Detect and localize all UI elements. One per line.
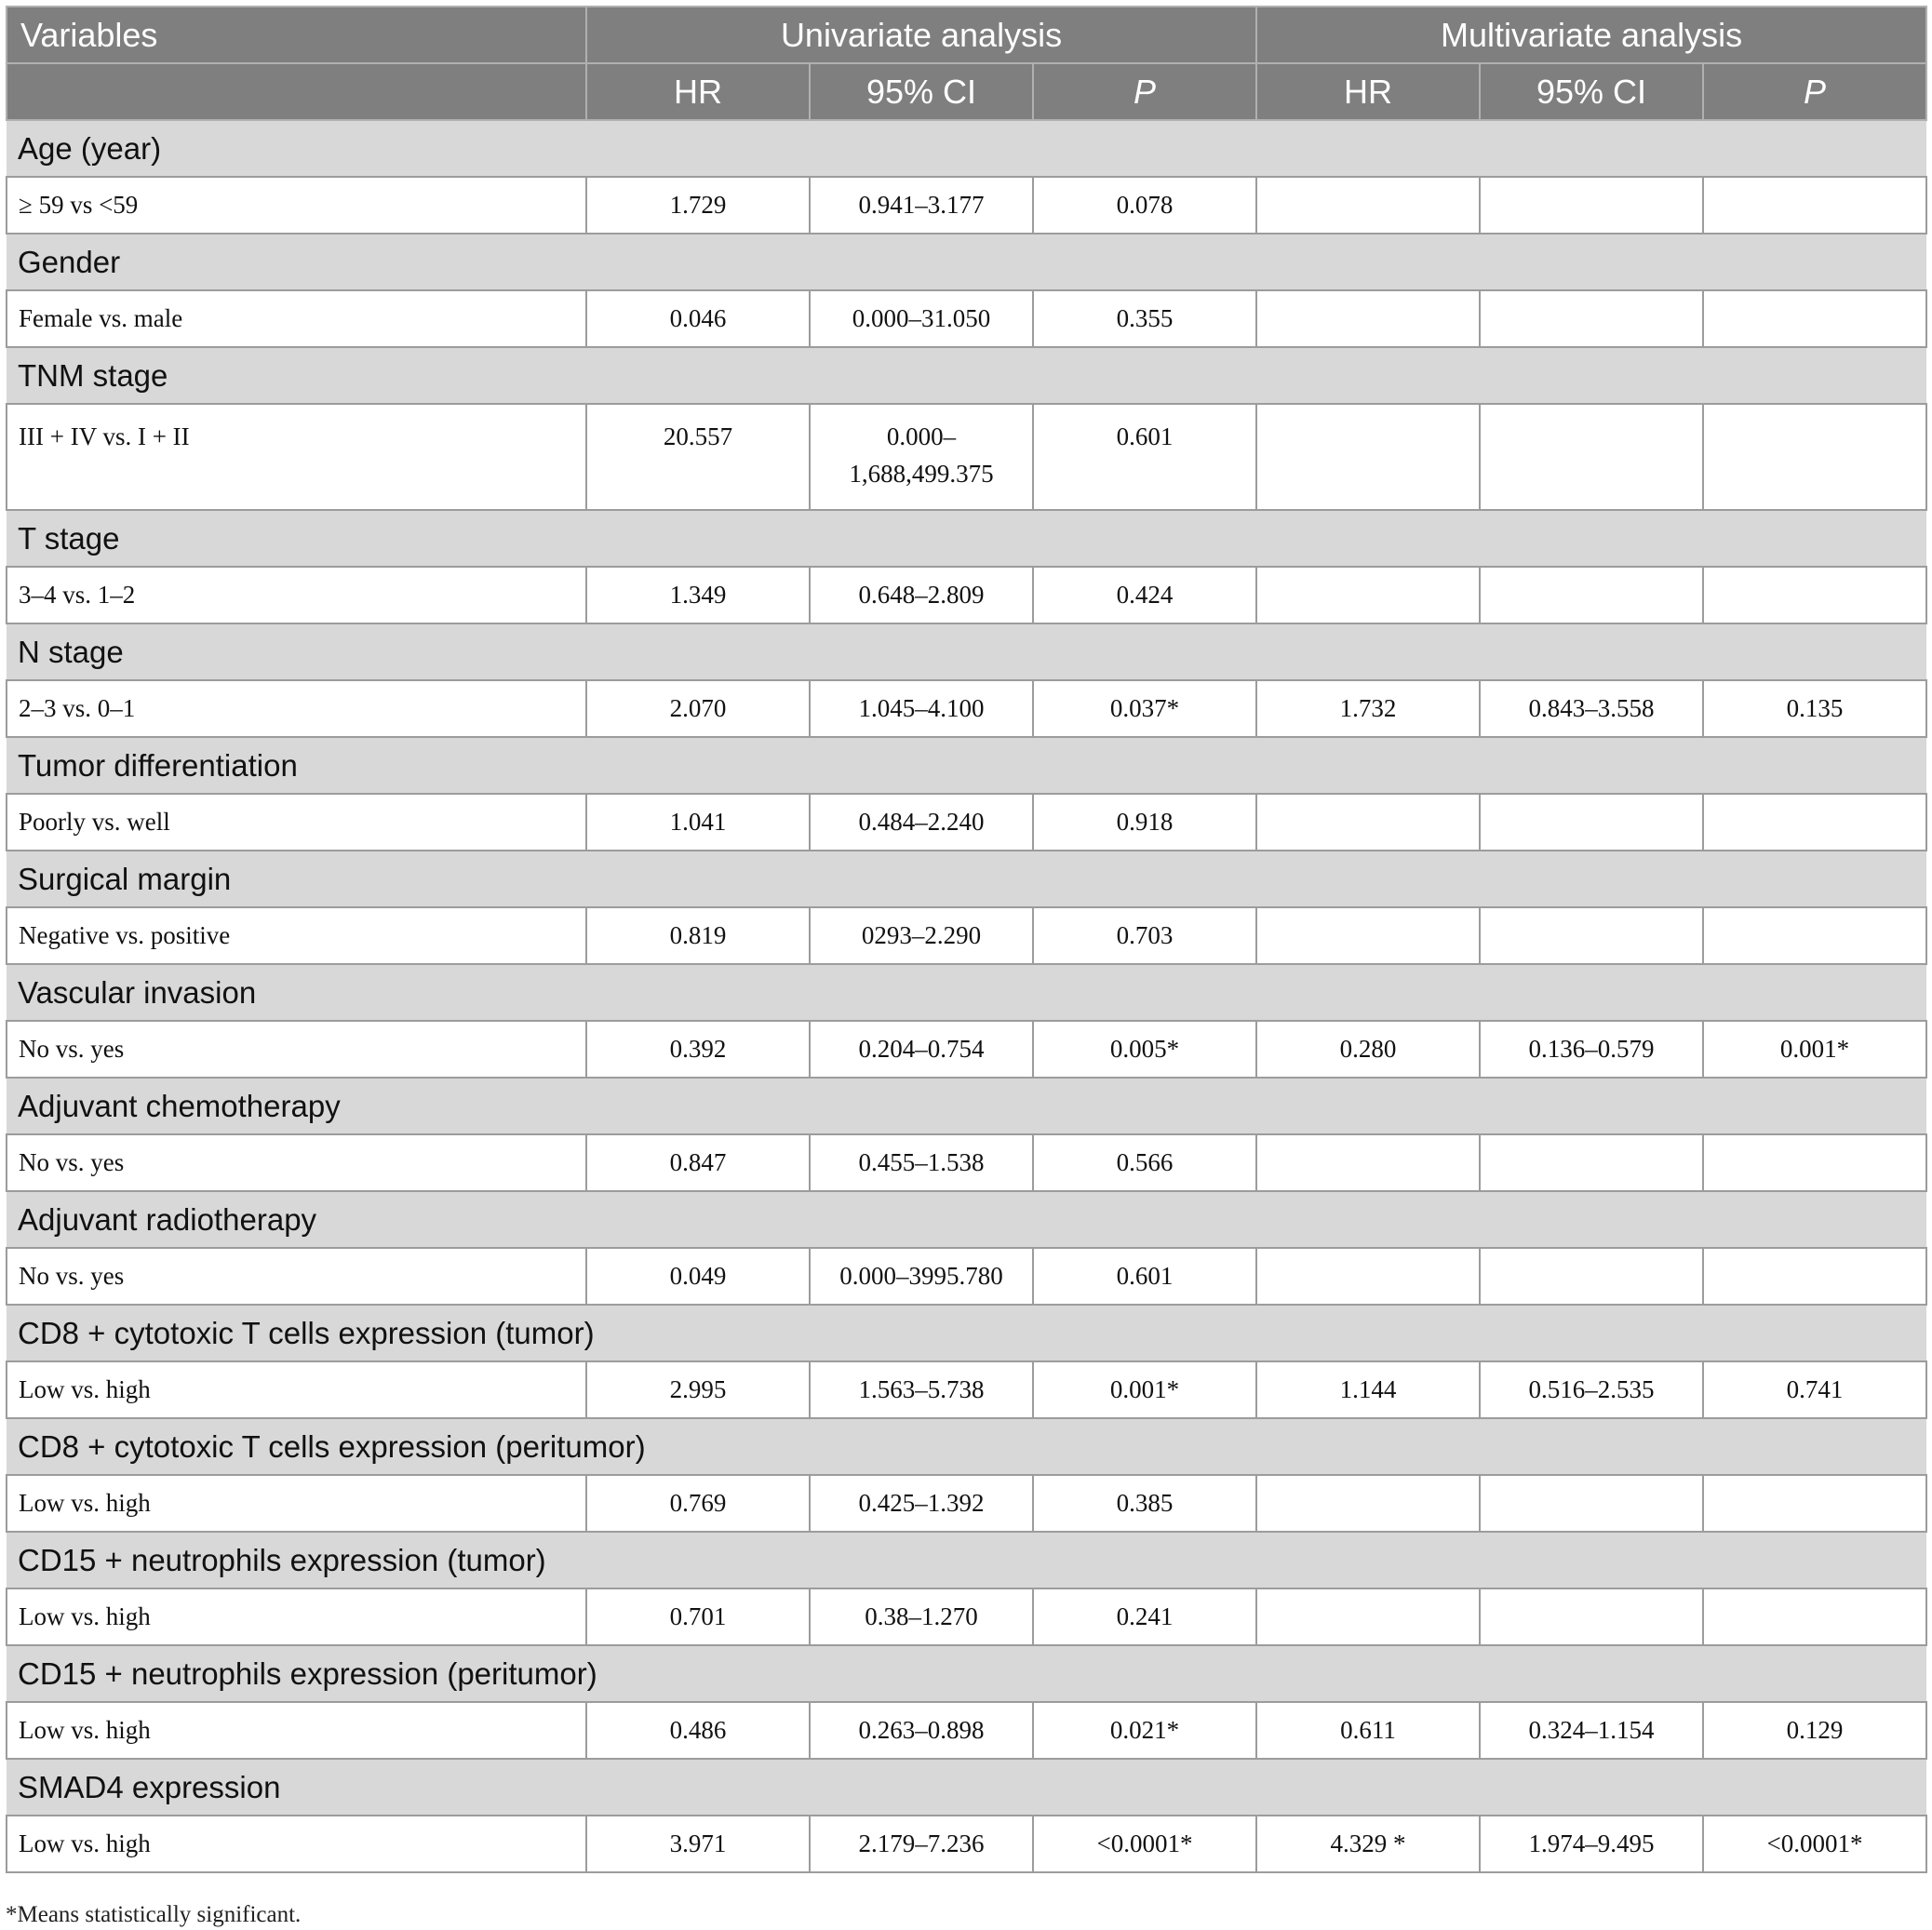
multivariate-hr: 1.732 <box>1256 680 1480 737</box>
group-label: Age (year) <box>7 120 1926 177</box>
row-label: ≥ 59 vs <59 <box>7 177 586 234</box>
header-multivariate: Multivariate analysis <box>1256 7 1926 63</box>
univariate-hr: 0.701 <box>586 1588 810 1645</box>
univariate-p: 0.601 <box>1033 1248 1256 1305</box>
multivariate-ci <box>1480 404 1703 510</box>
group-label: Gender <box>7 234 1926 290</box>
univariate-p: 0.005* <box>1033 1021 1256 1078</box>
multivariate-p <box>1703 794 1926 851</box>
row-label: 2–3 vs. 0–1 <box>7 680 586 737</box>
group-row <box>7 623 1926 680</box>
table-row <box>7 404 1926 510</box>
multivariate-ci <box>1480 907 1703 964</box>
table-row <box>7 567 1926 623</box>
cox-regression-table <box>6 6 1927 1873</box>
row-label: Female vs. male <box>7 290 586 347</box>
univariate-hr: 1.349 <box>586 567 810 623</box>
row-label: III + IV vs. I + II <box>7 404 586 510</box>
multivariate-ci <box>1480 1475 1703 1532</box>
univariate-hr: 0.392 <box>586 1021 810 1078</box>
univariate-ci: 0.000–31.050 <box>810 290 1033 347</box>
group-label: CD8 + cytotoxic T cells expression (peritumor) <box>7 1418 1926 1475</box>
group-row <box>7 851 1926 907</box>
univariate-ci: 0.000– 1,688,499.375 <box>810 404 1033 510</box>
univariate-hr: 3.971 <box>586 1816 810 1872</box>
univariate-p: 0.601 <box>1033 404 1256 510</box>
multivariate-p <box>1703 177 1926 234</box>
univariate-hr: 2.995 <box>586 1361 810 1418</box>
multivariate-p <box>1703 1248 1926 1305</box>
univariate-p: 0.385 <box>1033 1475 1256 1532</box>
multivariate-p <box>1703 404 1926 510</box>
multivariate-hr <box>1256 1248 1480 1305</box>
table-row <box>7 1702 1926 1759</box>
multivariate-p: 0.741 <box>1703 1361 1926 1418</box>
multivariate-hr <box>1256 290 1480 347</box>
header-univariate-ci: 95% CI <box>810 63 1033 120</box>
multivariate-p: 0.135 <box>1703 680 1926 737</box>
group-row <box>7 1418 1926 1475</box>
univariate-p: 0.918 <box>1033 794 1256 851</box>
group-row <box>7 120 1926 177</box>
header-blank <box>7 63 586 120</box>
table-row <box>7 1361 1926 1418</box>
univariate-hr: 20.557 <box>586 404 810 510</box>
group-row <box>7 1532 1926 1588</box>
multivariate-hr <box>1256 794 1480 851</box>
multivariate-ci: 0.516–2.535 <box>1480 1361 1703 1418</box>
group-label: Tumor differentiation <box>7 737 1926 794</box>
header-row-2 <box>7 63 1926 120</box>
multivariate-p <box>1703 1134 1926 1191</box>
multivariate-ci: 0.843–3.558 <box>1480 680 1703 737</box>
row-label: No vs. yes <box>7 1134 586 1191</box>
univariate-p: 0.424 <box>1033 567 1256 623</box>
group-label: CD15 + neutrophils expression (tumor) <box>7 1532 1926 1588</box>
multivariate-ci <box>1480 1588 1703 1645</box>
multivariate-ci <box>1480 290 1703 347</box>
table-row <box>7 1475 1926 1532</box>
table-row <box>7 177 1926 234</box>
group-label: Surgical margin <box>7 851 1926 907</box>
multivariate-ci <box>1480 1134 1703 1191</box>
multivariate-p <box>1703 290 1926 347</box>
univariate-hr: 0.847 <box>586 1134 810 1191</box>
multivariate-hr <box>1256 1588 1480 1645</box>
multivariate-p: 0.129 <box>1703 1702 1926 1759</box>
univariate-hr: 0.486 <box>586 1702 810 1759</box>
multivariate-hr <box>1256 177 1480 234</box>
header-multivariate-p: P <box>1703 63 1926 120</box>
header-univariate-p: P <box>1033 63 1256 120</box>
row-label: Poorly vs. well <box>7 794 586 851</box>
header-variables: Variables <box>7 7 586 63</box>
row-label: No vs. yes <box>7 1021 586 1078</box>
multivariate-hr <box>1256 907 1480 964</box>
multivariate-p: 0.001* <box>1703 1021 1926 1078</box>
univariate-p: 0.021* <box>1033 1702 1256 1759</box>
univariate-hr: 0.819 <box>586 907 810 964</box>
univariate-p: 0.703 <box>1033 907 1256 964</box>
univariate-hr: 2.070 <box>586 680 810 737</box>
group-row <box>7 234 1926 290</box>
row-label: 3–4 vs. 1–2 <box>7 567 586 623</box>
univariate-hr: 0.049 <box>586 1248 810 1305</box>
multivariate-p <box>1703 907 1926 964</box>
header-multivariate-hr: HR <box>1256 63 1480 120</box>
univariate-ci: 0.204–0.754 <box>810 1021 1033 1078</box>
group-row <box>7 737 1926 794</box>
header-multivariate-ci: 95% CI <box>1480 63 1703 120</box>
group-label: Adjuvant chemotherapy <box>7 1078 1926 1134</box>
univariate-ci: 0293–2.290 <box>810 907 1033 964</box>
group-row <box>7 1078 1926 1134</box>
univariate-p: 0.241 <box>1033 1588 1256 1645</box>
table-row <box>7 1816 1926 1872</box>
univariate-ci: 0.941–3.177 <box>810 177 1033 234</box>
univariate-ci: 0.000–3995.780 <box>810 1248 1033 1305</box>
group-label: T stage <box>7 510 1926 567</box>
univariate-ci: 1.563–5.738 <box>810 1361 1033 1418</box>
header-univariate-hr: HR <box>586 63 810 120</box>
header-row-1 <box>7 7 1926 63</box>
univariate-p: 0.001* <box>1033 1361 1256 1418</box>
group-label: Vascular invasion <box>7 964 1926 1021</box>
group-label: Adjuvant radiotherapy <box>7 1191 1926 1248</box>
row-label: Negative vs. positive <box>7 907 586 964</box>
multivariate-hr: 0.611 <box>1256 1702 1480 1759</box>
table-row <box>7 1021 1926 1078</box>
group-row <box>7 1645 1926 1702</box>
results-table-container <box>6 6 1925 1873</box>
multivariate-p <box>1703 1475 1926 1532</box>
group-row <box>7 1191 1926 1248</box>
univariate-hr: 1.729 <box>586 177 810 234</box>
multivariate-ci: 0.136–0.579 <box>1480 1021 1703 1078</box>
univariate-ci: 2.179–7.236 <box>810 1816 1033 1872</box>
table-row <box>7 1248 1926 1305</box>
row-label: Low vs. high <box>7 1475 586 1532</box>
footnote: *Means statistically significant. <box>6 1902 302 1927</box>
univariate-hr: 0.046 <box>586 290 810 347</box>
multivariate-p <box>1703 1588 1926 1645</box>
group-label: N stage <box>7 623 1926 680</box>
table-row <box>7 907 1926 964</box>
row-label: Low vs. high <box>7 1588 586 1645</box>
group-label: TNM stage <box>7 347 1926 404</box>
univariate-p: 0.037* <box>1033 680 1256 737</box>
group-label: SMAD4 expression <box>7 1759 1926 1816</box>
univariate-hr: 0.769 <box>586 1475 810 1532</box>
multivariate-ci <box>1480 1248 1703 1305</box>
table-row <box>7 1134 1926 1191</box>
univariate-ci: 0.425–1.392 <box>810 1475 1033 1532</box>
group-row <box>7 347 1926 404</box>
univariate-p: 0.566 <box>1033 1134 1256 1191</box>
table-row <box>7 680 1926 737</box>
univariate-hr: 1.041 <box>586 794 810 851</box>
multivariate-hr <box>1256 404 1480 510</box>
group-row <box>7 1759 1926 1816</box>
univariate-ci: 0.648–2.809 <box>810 567 1033 623</box>
univariate-ci: 1.045–4.100 <box>810 680 1033 737</box>
table-row <box>7 290 1926 347</box>
univariate-ci: 0.455–1.538 <box>810 1134 1033 1191</box>
multivariate-hr <box>1256 1134 1480 1191</box>
table-body <box>7 120 1926 1872</box>
univariate-p: 0.078 <box>1033 177 1256 234</box>
multivariate-ci <box>1480 567 1703 623</box>
multivariate-hr: 1.144 <box>1256 1361 1480 1418</box>
row-label: Low vs. high <box>7 1361 586 1418</box>
group-row <box>7 510 1926 567</box>
multivariate-ci <box>1480 177 1703 234</box>
header-univariate: Univariate analysis <box>586 7 1256 63</box>
group-row <box>7 1305 1926 1361</box>
multivariate-ci: 1.974–9.495 <box>1480 1816 1703 1872</box>
multivariate-p: <0.0001* <box>1703 1816 1926 1872</box>
multivariate-ci: 0.324–1.154 <box>1480 1702 1703 1759</box>
multivariate-p <box>1703 567 1926 623</box>
univariate-ci: 0.263–0.898 <box>810 1702 1033 1759</box>
row-label: Low vs. high <box>7 1816 586 1872</box>
multivariate-hr <box>1256 1475 1480 1532</box>
univariate-ci: 0.484–2.240 <box>810 794 1033 851</box>
group-label: CD8 + cytotoxic T cells expression (tumor) <box>7 1305 1926 1361</box>
multivariate-ci <box>1480 794 1703 851</box>
table-row <box>7 794 1926 851</box>
table-row <box>7 1588 1926 1645</box>
multivariate-hr: 4.329 * <box>1256 1816 1480 1872</box>
multivariate-hr <box>1256 567 1480 623</box>
row-label: Low vs. high <box>7 1702 586 1759</box>
univariate-ci: 0.38–1.270 <box>810 1588 1033 1645</box>
group-label: CD15 + neutrophils expression (peritumor) <box>7 1645 1926 1702</box>
row-label: No vs. yes <box>7 1248 586 1305</box>
multivariate-hr: 0.280 <box>1256 1021 1480 1078</box>
group-row <box>7 964 1926 1021</box>
univariate-p: <0.0001* <box>1033 1816 1256 1872</box>
univariate-p: 0.355 <box>1033 290 1256 347</box>
